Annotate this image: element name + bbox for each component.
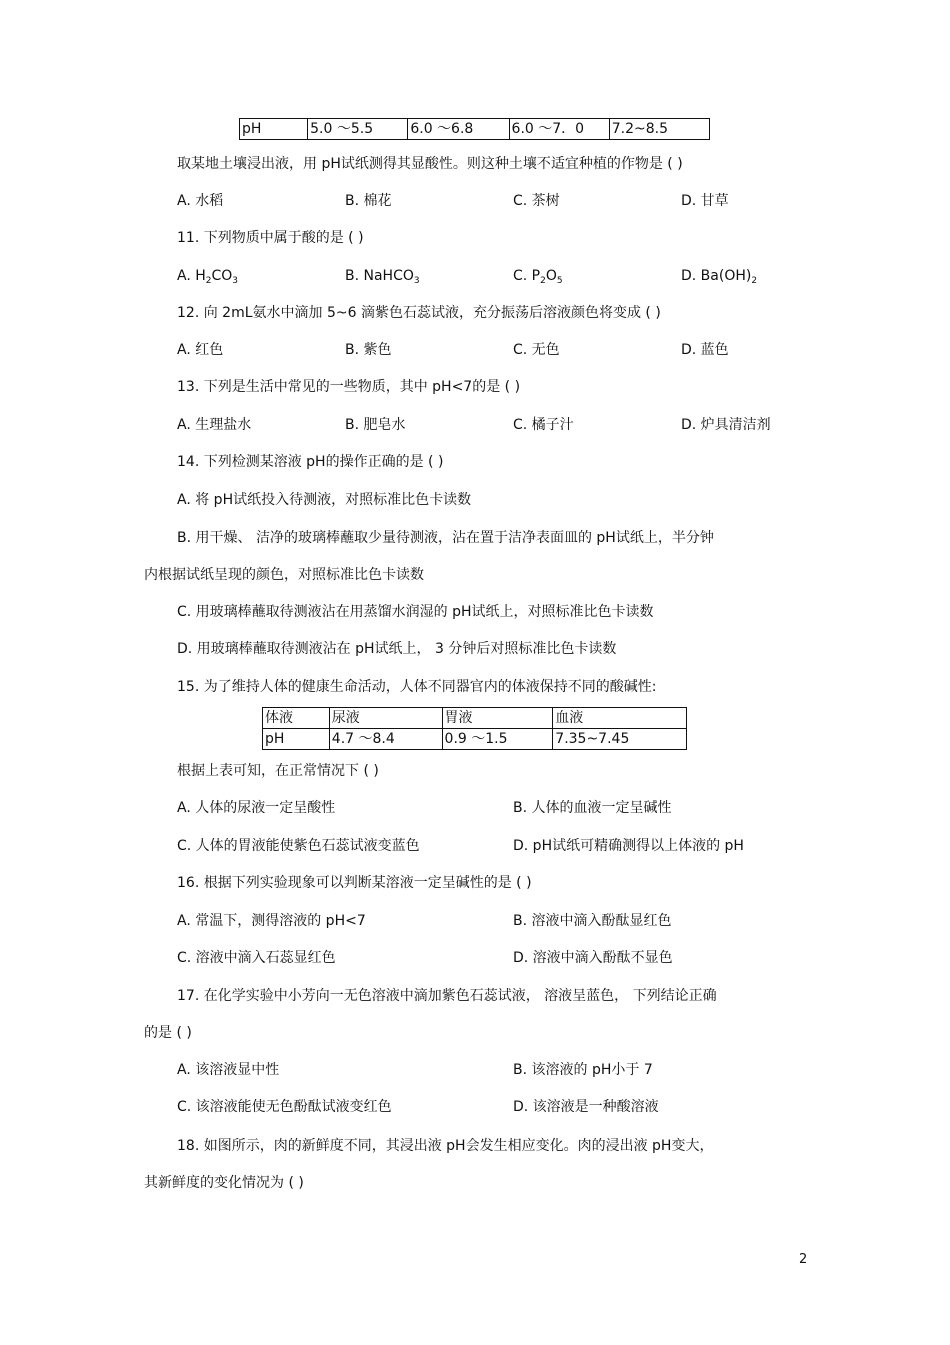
option-b: B. 用干燥、 洁净的玻璃棒蘸取少量待测液，沾在置于洁净表面皿的 pH试纸上，半分钟 — [177, 530, 714, 546]
option-a: A. 水稻 — [177, 193, 224, 209]
option-a: A. 红色 — [177, 342, 224, 358]
option-b — [345, 267, 420, 290]
question-18-stem-continued: 其新鲜度的变化情况为 ( ) — [144, 1175, 304, 1191]
option-d — [681, 267, 757, 290]
option-b: B. 紫色 — [345, 342, 392, 358]
question-14-stem: 14. 下列检测某溶液 pH的操作正确的是 ( ) — [177, 454, 444, 470]
question-18-stem: 18. 如图所示，肉的新鲜度不同，其浸出液 pH会发生相应变化。肉的浸出液 pH变大， — [177, 1138, 714, 1154]
question-12-stem: 12. 向 2mL氨水中滴加 5~6 滴紫色石蕊试液，充分振荡后溶液颜色将变成 ( ) — [177, 305, 661, 321]
option-b-continued: 内根据试纸呈现的颜色，对照标准比色卡读数 — [144, 567, 424, 583]
formula-text: B. NaHCO — [345, 268, 414, 284]
option-a — [177, 267, 238, 290]
option-b: B. 棉花 — [345, 193, 392, 209]
table-cell: 6.0 ～7．0 — [509, 119, 609, 140]
subscript: 2 — [205, 276, 212, 286]
option-d: D. 蓝色 — [681, 342, 729, 358]
option-d: D. 溶液中滴入酚酞不显色 — [513, 950, 673, 966]
table-cell: 0.9 ～1.5 — [442, 729, 553, 750]
option-d: D. 该溶液是一种酸溶液 — [513, 1099, 659, 1115]
question-17-stem-continued: 的是 ( ) — [144, 1025, 192, 1041]
table-cell: 4.7 ～8.4 — [329, 729, 442, 750]
question-10-stem: 取某地土壤浸出液，用 pH试纸测得其显酸性。则这种土壤不适宜种植的作物是 ( ) — [177, 156, 683, 172]
option-b: B. 该溶液的 pH小于 7 — [513, 1062, 653, 1078]
option-b: B. 人体的血液一定呈碱性 — [513, 800, 672, 816]
table-cell: 5.0 ～5.5 — [308, 119, 408, 140]
option-b: B. 肥皂水 — [345, 417, 406, 433]
option-a: A. 该溶液显中性 — [177, 1062, 280, 1078]
subscript: 5 — [556, 276, 563, 286]
table-header-cell: 胃液 — [442, 708, 553, 729]
formula-text: D. Ba(OH) — [681, 268, 752, 284]
table-header-cell: 血液 — [553, 708, 687, 729]
subscript: 3 — [232, 276, 239, 286]
option-c — [513, 267, 563, 290]
option-c: C. 人体的胃液能使紫色石蕊试液变蓝色 — [177, 838, 420, 854]
table-cell: 7.2~8.5 — [609, 119, 709, 140]
subscript: 2 — [751, 276, 758, 286]
table-header-cell: 尿液 — [329, 708, 442, 729]
formula-text: A. H — [177, 268, 206, 284]
formula-text: C. P — [513, 268, 541, 284]
subscript: 2 — [540, 276, 546, 286]
option-c: C. 橘子汁 — [513, 417, 574, 433]
table-cell: 6.0 ～6.8 — [408, 119, 509, 140]
option-d: D. 炉具清洁剂 — [681, 417, 771, 433]
page-number: 2 — [799, 1252, 808, 1267]
option-c: C. 溶液中滴入石蕊显红色 — [177, 950, 336, 966]
question-15-stem: 15. 为了维持人体的健康生命活动，人体不同器官内的体液保持不同的酸碱性: — [177, 679, 657, 695]
table-cell: 7.35~7.45 — [553, 729, 687, 750]
question-15-prompt: 根据上表可知，在正常情况下 ( ) — [177, 763, 379, 779]
formula-text: O — [545, 268, 557, 284]
option-c: C. 茶树 — [513, 193, 560, 209]
table-cell: pH — [240, 119, 308, 140]
option-a: A. 人体的尿液一定呈酸性 — [177, 800, 336, 816]
question-11-stem: 11. 下列物质中属于酸的是 ( ) — [177, 230, 364, 246]
body-fluid-ph-table — [262, 707, 687, 750]
option-c: C. 无色 — [513, 342, 560, 358]
option-a: A. 常温下，测得溶液的 pH<7 — [177, 913, 366, 929]
option-b: B. 溶液中滴入酚酞显红色 — [513, 913, 672, 929]
table-header-cell: 体液 — [263, 708, 330, 729]
option-c: C. 该溶液能使无色酚酞试液变红色 — [177, 1099, 392, 1115]
question-16-stem: 16. 根据下列实验现象可以判断某溶液一定呈碱性的是 ( ) — [177, 875, 532, 891]
table-cell: pH — [263, 729, 330, 750]
option-d: D. pH试纸可精确测得以上体液的 pH — [513, 838, 744, 854]
formula-text: CO — [211, 268, 233, 284]
question-17-stem: 17. 在化学实验中小芳向一无色溶液中滴加紫色石蕊试液， 溶液呈蓝色， 下列结论正确 — [177, 988, 717, 1004]
option-d: D. 用玻璃棒蘸取待测液沾在 pH试纸上， 3 分钟后对照标准比色卡读数 — [177, 641, 617, 657]
subscript: 3 — [413, 276, 420, 286]
option-a: A. 生理盐水 — [177, 417, 252, 433]
option-a: A. 将 pH试纸投入待测液，对照标准比色卡读数 — [177, 492, 472, 508]
crop-ph-table — [239, 118, 710, 140]
question-13-stem: 13. 下列是生活中常见的一些物质，其中 pH<7的是 ( ) — [177, 379, 521, 395]
option-c: C. 用玻璃棒蘸取待测液沾在用蒸馏水润湿的 pH试纸上，对照标准比色卡读数 — [177, 604, 654, 620]
option-d: D. 甘草 — [681, 193, 729, 209]
